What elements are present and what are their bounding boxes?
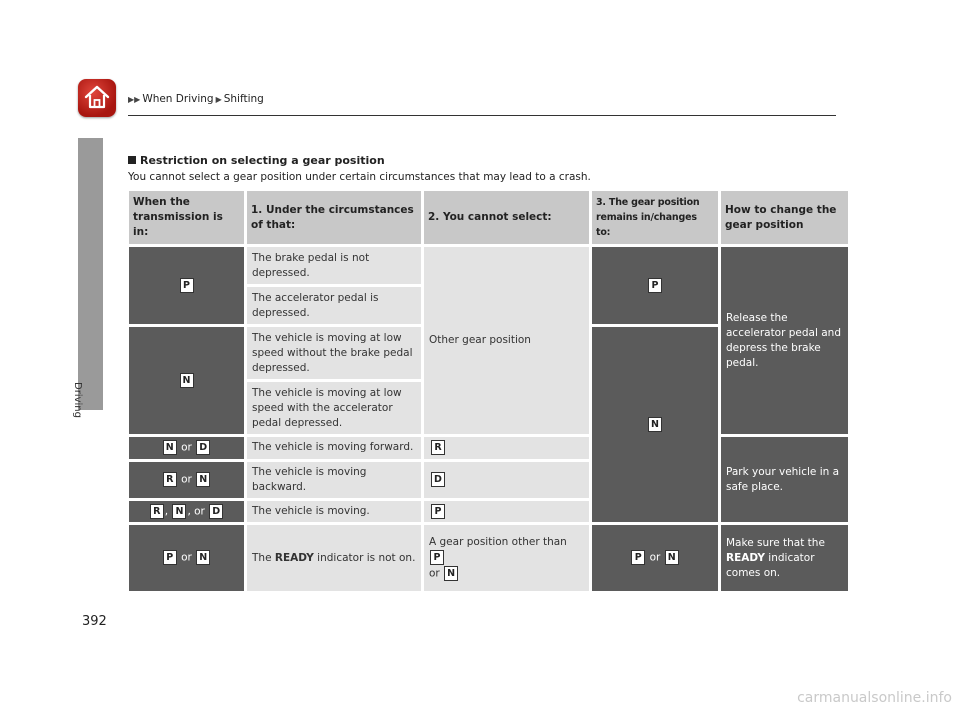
ready-indicator-label: READY bbox=[726, 551, 765, 564]
section-title: Restriction on selecting a gear position bbox=[128, 154, 385, 167]
cell-remains-n bbox=[592, 327, 718, 522]
gear-p-icon: P bbox=[180, 278, 194, 293]
gear-p-icon: P bbox=[648, 278, 662, 293]
cell-remains-p bbox=[592, 247, 718, 324]
header-transmission-in: When the transmission is in: bbox=[129, 191, 244, 244]
cell-circumstance: The vehicle is moving forward. bbox=[247, 437, 421, 459]
cell-circumstance: The accelerator pedal is depressed. bbox=[247, 287, 421, 324]
cell-remains-p-or-n: P or N bbox=[592, 525, 718, 591]
gear-n-icon: N bbox=[665, 550, 679, 565]
header-cannot-select: 2. You cannot select: bbox=[424, 191, 589, 244]
gear-p-icon: P bbox=[163, 550, 177, 565]
cell-cannot-select: A gear position other than P or N bbox=[424, 525, 589, 591]
chapter-side-tab[interactable] bbox=[78, 138, 103, 410]
gear-d-icon: D bbox=[209, 504, 223, 519]
cell-transmission-p-or-n: P or N bbox=[129, 525, 244, 591]
cell-how-to-change: Release the accelerator pedal and depress the brake pedal. bbox=[721, 247, 848, 434]
gear-n-icon: N bbox=[172, 504, 186, 519]
watermark: carmanualsonline.info bbox=[797, 690, 952, 706]
gear-n-icon: N bbox=[196, 550, 210, 565]
cell-cannot-select: Other gear position bbox=[424, 247, 589, 434]
home-button[interactable] bbox=[78, 79, 116, 117]
breadcrumb-level2[interactable]: Shifting bbox=[223, 93, 264, 105]
cell-circumstance: The vehicle is moving at low speed without the brake pedal depressed. bbox=[247, 327, 421, 379]
cell-how-to-change: Park your vehicle in a safe place. bbox=[721, 437, 848, 522]
cell-circumstance: The READY indicator is not on. bbox=[247, 525, 421, 591]
ready-indicator-label: READY bbox=[274, 551, 314, 564]
breadcrumb-arrow-icon: ▶▶ bbox=[128, 94, 141, 104]
table-header-row bbox=[129, 191, 848, 244]
cell-circumstance: The vehicle is moving. bbox=[247, 501, 421, 523]
gear-n-icon: N bbox=[180, 373, 194, 388]
header-circumstances: 1. Under the circumstances of that: bbox=[247, 191, 421, 244]
gear-restriction-table bbox=[126, 188, 851, 594]
gear-r-icon: R bbox=[150, 504, 164, 519]
cell-cannot-select bbox=[424, 501, 589, 523]
table-row bbox=[129, 525, 848, 591]
breadcrumb-level1[interactable]: When Driving bbox=[142, 93, 214, 105]
header-remains-changes: 3. The gear position remains in/changes to: bbox=[592, 191, 718, 244]
section-intro: You cannot select a gear position under certain circumstances that may lead to a crash. bbox=[128, 171, 591, 183]
cell-circumstance: The vehicle is moving backward. bbox=[247, 462, 421, 498]
gear-p-icon: P bbox=[631, 550, 645, 565]
cell-cannot-select bbox=[424, 437, 589, 459]
chapter-side-label: Driving bbox=[72, 382, 83, 418]
page-number: 392 bbox=[82, 614, 107, 629]
gear-n-icon: N bbox=[648, 417, 662, 432]
cell-transmission-p bbox=[129, 247, 244, 324]
cell-cannot-select bbox=[424, 462, 589, 498]
gear-n-icon: N bbox=[163, 440, 177, 455]
cell-circumstance: The vehicle is moving at low speed with the accelerator pedal depressed. bbox=[247, 382, 421, 434]
cell-how-to-change: Make sure that the READY indicator comes on. bbox=[721, 525, 848, 591]
breadcrumb bbox=[128, 93, 264, 105]
gear-r-icon: R bbox=[431, 440, 445, 455]
gear-r-icon: R bbox=[163, 472, 177, 487]
table-row bbox=[129, 437, 848, 459]
header-divider bbox=[128, 115, 836, 116]
cell-transmission-r-or-n: R or N bbox=[129, 462, 244, 498]
cell-transmission-n-or-d: N or D bbox=[129, 437, 244, 459]
cell-circumstance: The brake pedal is not depressed. bbox=[247, 247, 421, 284]
table-row bbox=[129, 247, 848, 284]
gear-p-icon: P bbox=[431, 504, 445, 519]
cell-transmission-r-n-or-d: R , N , or D bbox=[129, 501, 244, 523]
gear-n-icon: N bbox=[444, 566, 458, 581]
section-bullet-icon bbox=[128, 156, 136, 164]
cell-transmission-n bbox=[129, 327, 244, 434]
gear-d-icon: D bbox=[196, 440, 210, 455]
home-icon bbox=[83, 83, 111, 111]
gear-n-icon: N bbox=[196, 472, 210, 487]
breadcrumb-arrow-icon: ▶ bbox=[215, 94, 222, 104]
header-how-to-change: How to change the gear position bbox=[721, 191, 848, 244]
gear-p-icon: P bbox=[430, 550, 444, 565]
gear-d-icon: D bbox=[431, 472, 445, 487]
